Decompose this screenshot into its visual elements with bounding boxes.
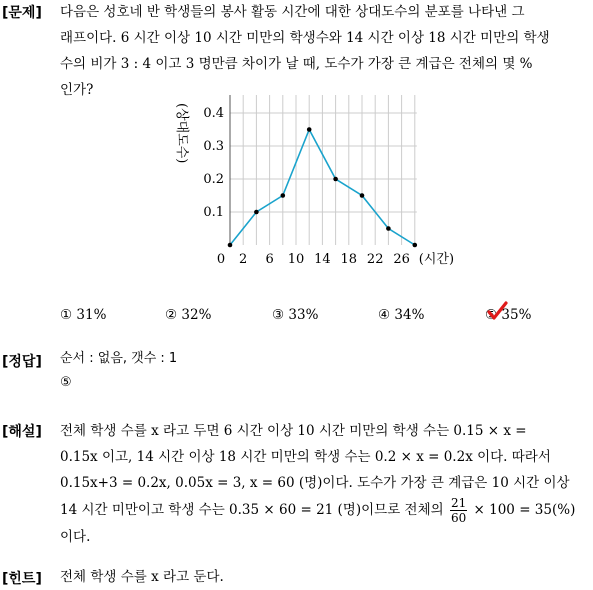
explanation-text — [60, 418, 590, 550]
problem-line-4: 인가? — [60, 82, 94, 98]
answer-line-1: 순서 : 없음, 갯수 : 1 — [60, 351, 178, 366]
explanation-line-3: 0.15x+3 = 0.2x, 0.05x = 3, x = 60 (명)이다. 도수가 가장 큰 계급은 10 시간 이상 — [60, 475, 570, 491]
fraction — [450, 496, 467, 525]
explanation-line-4 — [60, 496, 590, 524]
choice-1-number: ① — [60, 307, 73, 323]
problem-text — [60, 0, 590, 103]
answer-line-2: ⑤ — [60, 375, 72, 390]
choice-1[interactable] — [60, 307, 106, 323]
answer-text — [60, 346, 590, 396]
choice-4[interactable] — [378, 307, 424, 323]
y-axis-label: (상대도수) — [174, 103, 189, 164]
x-tick-label: 22 — [366, 252, 384, 267]
explanation-line-5: 이다. — [60, 529, 91, 545]
problem-label: [문제] — [2, 5, 42, 21]
y-tick-label: 0.3 — [203, 139, 224, 154]
data-point — [413, 243, 418, 248]
y-tick-label: 0.4 — [203, 106, 224, 121]
problem-line-1: 다음은 성호네 반 학생들의 봉사 활동 시간에 대한 상대도수의 분포를 나타낸 그 — [60, 4, 525, 20]
problem-line-3: 수의 비가 3 : 4 이고 3 명만큼 차이가 날 때, 도수가 가장 큰 계급은 전체의 몇 % — [60, 56, 533, 72]
fraction-numerator: 21 — [450, 496, 467, 510]
hint-line: 전체 학생 수를 x 라고 둔다. — [60, 569, 224, 585]
x-tick-label: 10 — [287, 252, 305, 267]
choice-3-text: 33% — [288, 307, 319, 323]
choice-4-number: ④ — [378, 307, 391, 323]
choice-3-number: ③ — [272, 307, 285, 323]
y-tick-label: 0.2 — [203, 172, 224, 187]
answer-label: [정답] — [2, 354, 42, 370]
explanation-label: [해설] — [2, 424, 42, 440]
choice-3[interactable] — [272, 307, 318, 323]
choice-2[interactable] — [165, 307, 211, 323]
fraction-denominator: 60 — [450, 511, 467, 525]
hint-label: [힌트] — [2, 571, 42, 587]
x-tick-label: 26 — [393, 252, 410, 267]
data-point — [281, 193, 286, 198]
data-point — [333, 177, 338, 182]
x-tick-label: 18 — [340, 252, 358, 267]
x-tick-label: 2 — [239, 252, 248, 267]
chart-grid — [230, 95, 417, 245]
choice-4-text: 34% — [394, 307, 425, 323]
explanation-line-2: 0.15x 이고, 14 시간 이상 18 시간 미만의 학생 수는 0.2 × x = 0.2x 이다. 따라서 — [60, 449, 551, 465]
data-point — [307, 127, 312, 132]
problem-line-2: 래프이다. 6 시간 이상 10 시간 미만의 학생수와 14 시간 이상 18 시간 미만의 학생 — [60, 30, 550, 46]
choice-2-number: ② — [165, 307, 178, 323]
data-point — [360, 193, 365, 198]
data-point — [254, 210, 259, 215]
x-tick-label: 14 — [314, 252, 331, 267]
x-axis-unit: (시간) — [418, 252, 455, 267]
checkmark-icon — [486, 301, 508, 323]
choice-2-text: 32% — [181, 307, 212, 323]
data-point — [386, 226, 391, 231]
choice-5-text: 35% — [501, 307, 532, 323]
hint-text — [60, 564, 590, 590]
x-tick-label: 0 — [216, 252, 226, 267]
explanation-line-1: 전체 학생 수를 x 라고 두면 6 시간 이상 10 시간 미만의 학생 수는 0.15 × x = — [60, 423, 527, 439]
explanation-line-4-end: × 100 = 35(%) — [473, 502, 576, 518]
x-tick-label: 6 — [265, 252, 274, 267]
explanation-line-4-start: 14 시간 미만이고 학생 수는 0.35 × 60 = 21 (명)이므로 전체의 — [60, 502, 444, 518]
y-tick-label: 0.1 — [203, 205, 224, 220]
choice-1-text: 31% — [76, 307, 107, 323]
choice-5[interactable] — [485, 307, 531, 323]
chart-tick-labels — [203, 106, 410, 267]
relative-frequency-polygon-chart — [170, 95, 490, 275]
data-point — [228, 243, 233, 248]
choice-5-number: ⑤ — [485, 307, 498, 323]
